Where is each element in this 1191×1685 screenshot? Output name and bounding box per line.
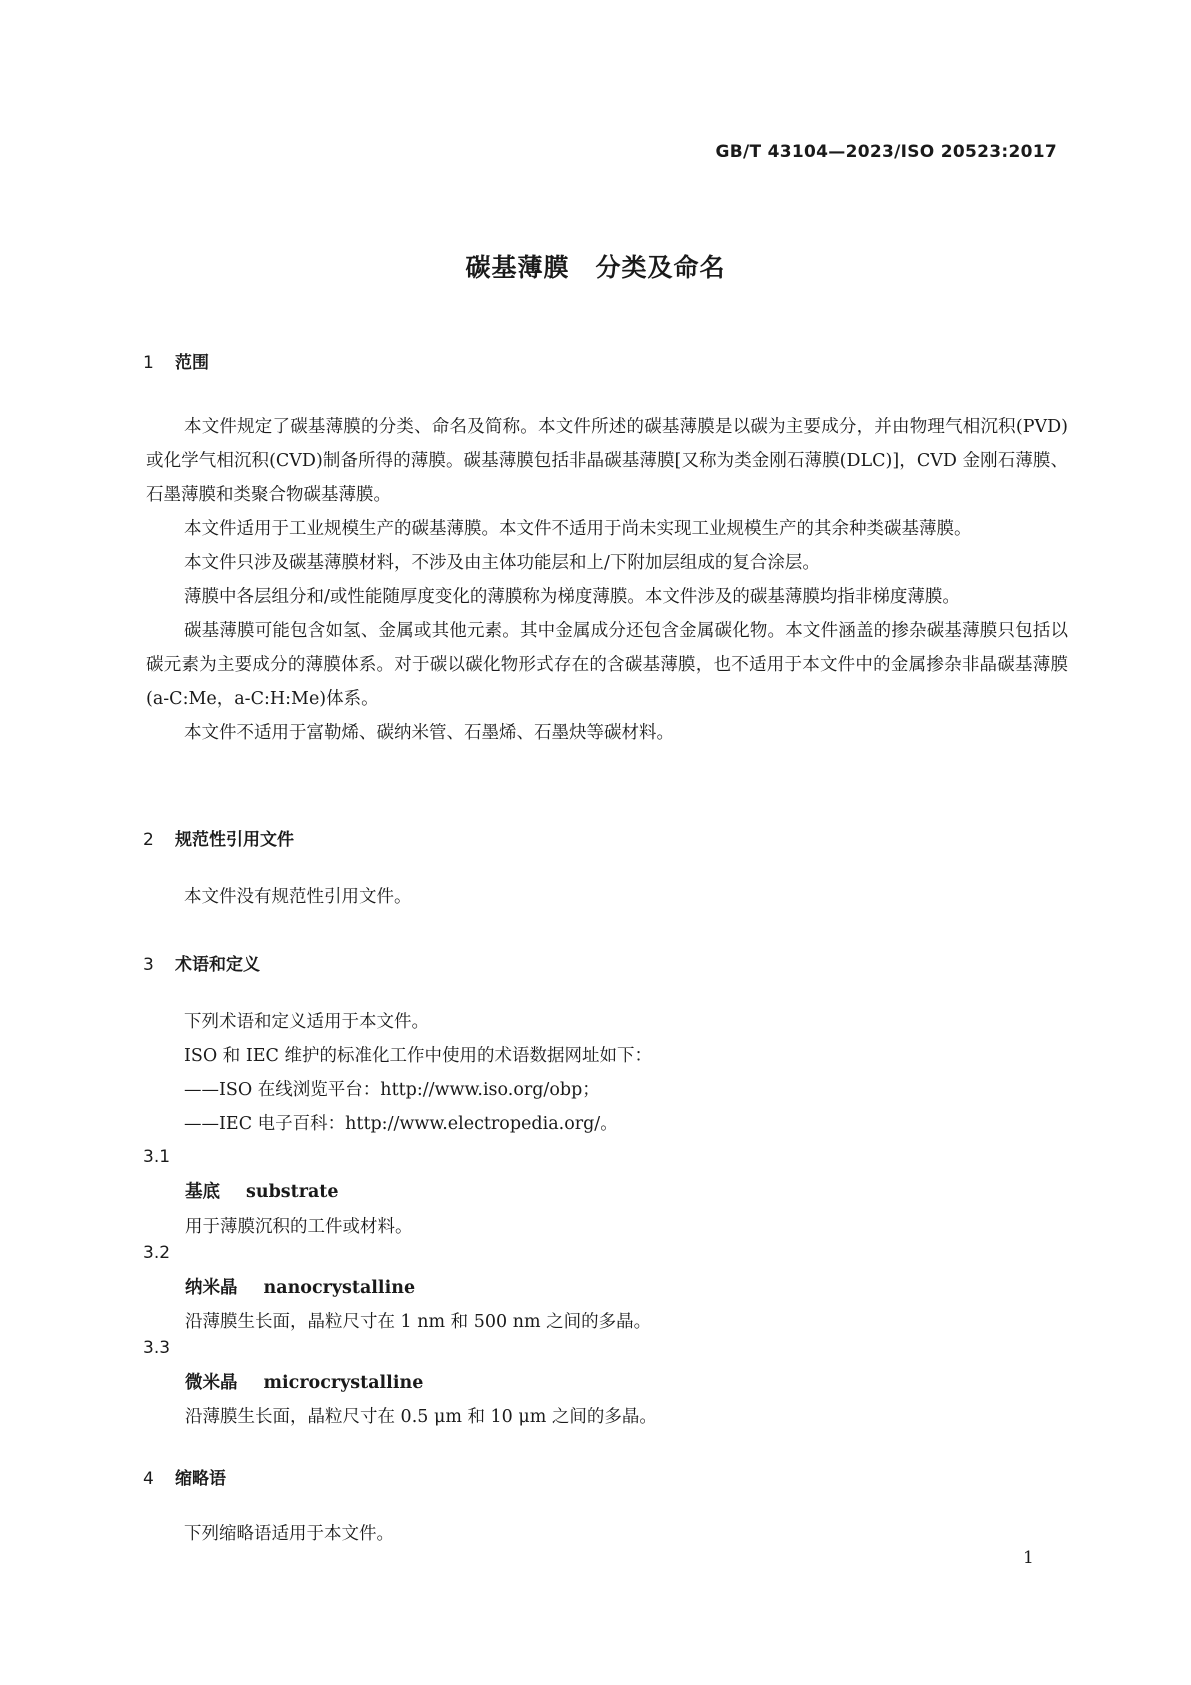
section-number: 2	[143, 830, 154, 850]
paragraph: 下列术语和定义适用于本文件。	[184, 1012, 429, 1032]
paragraph: ISO 和 IEC 维护的标准化工作中使用的术语数据网址如下：	[184, 1046, 653, 1066]
paragraph: 本文件只涉及碳基薄膜材料，不涉及由主体功能层和上/下附加层组成的复合涂层。	[184, 553, 820, 573]
paragraph: 本文件不适用于富勒烯、碳纳米管、石墨烯、石墨炔等碳材料。	[184, 723, 674, 743]
term-zh: 基底	[185, 1182, 220, 1202]
term-zh: 微米晶	[185, 1373, 238, 1393]
section-1-heading	[143, 348, 209, 373]
page-number: 1	[1023, 1548, 1034, 1568]
term-en: nanocrystalline	[263, 1278, 416, 1298]
term-number: 3.3	[143, 1338, 171, 1358]
section-title: 范围	[175, 353, 209, 373]
section-4-heading	[143, 1464, 226, 1489]
section-number: 1	[143, 353, 154, 373]
term-en: microcrystalline	[263, 1373, 424, 1393]
paragraph: 下列缩略语适用于本文件。	[184, 1524, 394, 1544]
term-name	[185, 1178, 339, 1203]
section-number: 3	[143, 955, 154, 975]
section-1-body	[146, 410, 1068, 750]
paragraph: 碳基薄膜可能包含如氢、金属或其他元素。其中金属成分还包含金属碳化物。本文件涵盖的掺杂碳基薄膜只包括以碳元素为主要成分的薄膜体系。对于碳以碳化物形式存在的含碳基薄膜，也不适用于本文件中的金属掺杂非晶碳基薄膜(a-C:Me，a-C:H:Me)体系。	[146, 621, 1068, 709]
paragraph: 本文件没有规范性引用文件。	[184, 887, 412, 907]
list-item: ——IEC 电子百科：http://www.electropedia.org/。	[184, 1114, 618, 1134]
paragraph: 薄膜中各层组分和/或性能随厚度变化的薄膜称为梯度薄膜。本文件涉及的碳基薄膜均指非梯度薄膜。	[184, 587, 960, 607]
paragraph: 本文件规定了碳基薄膜的分类、命名及简称。本文件所述的碳基薄膜是以碳为主要成分，并由物理气相沉积(PVD)或化学气相沉积(CVD)制备所得的薄膜。碳基薄膜包括非晶碳基薄膜[又称为类金刚石薄膜(DLC)]，CVD 金刚石薄膜、石墨薄膜和类聚合物碳基薄膜。	[146, 417, 1068, 505]
section-2-heading	[143, 825, 294, 850]
section-title: 术语和定义	[175, 955, 260, 975]
term-number: 3.2	[143, 1243, 171, 1263]
term-zh: 纳米晶	[185, 1278, 238, 1298]
section-title: 规范性引用文件	[175, 830, 294, 850]
section-3-heading	[143, 950, 260, 975]
document-title: 碳基薄膜 分类及命名	[465, 253, 726, 282]
term-en: substrate	[246, 1182, 339, 1202]
list-item: ——ISO 在线浏览平台：http://www.iso.org/obp；	[184, 1080, 600, 1100]
term-definition: 用于薄膜沉积的工件或材料。	[185, 1217, 413, 1237]
term-name	[185, 1274, 415, 1299]
standard-code-header: GB/T 43104—2023/ISO 20523:2017	[715, 142, 1057, 162]
section-number: 4	[143, 1469, 154, 1489]
section-title: 缩略语	[175, 1469, 226, 1489]
term-definition: 沿薄膜生长面，晶粒尺寸在 1 nm 和 500 nm 之间的多晶。	[185, 1312, 652, 1332]
term-number: 3.1	[143, 1147, 171, 1167]
paragraph: 本文件适用于工业规模生产的碳基薄膜。本文件不适用于尚未实现工业规模生产的其余种类碳基薄膜。	[184, 519, 972, 539]
term-name	[185, 1369, 423, 1394]
term-definition: 沿薄膜生长面，晶粒尺寸在 0.5 μm 和 10 μm 之间的多晶。	[185, 1407, 657, 1427]
